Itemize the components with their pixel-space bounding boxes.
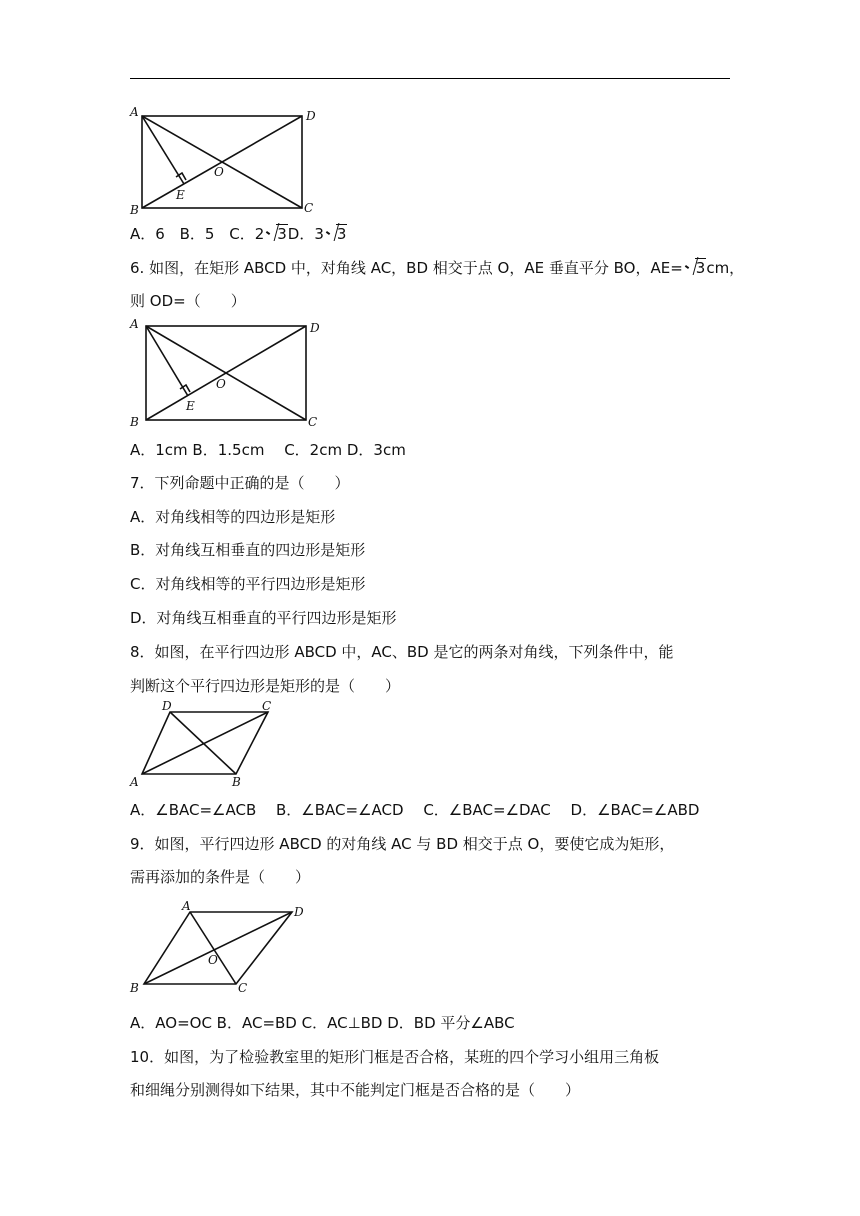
q8-stem-line2: 判断这个平行四边形是矩形的是（ ）: [130, 677, 401, 695]
header-rule: [130, 78, 730, 79]
q5-label-e: E: [176, 188, 185, 202]
q5-option-c-radicand: 3: [277, 225, 287, 243]
q6-stem-line1: [130, 258, 744, 278]
q5-label-b: B: [130, 203, 139, 216]
q6-label-e: E: [186, 399, 195, 413]
q5-option-c-sqrt-icon: [266, 224, 288, 244]
q6-options: A．1cm B．1.5cm C．2cm D．3cm: [130, 441, 406, 459]
q8-options: A．∠BAC=∠ACB B．∠BAC=∠ACD C．∠BAC=∠DAC D．∠BAC=∠ABD: [130, 801, 700, 819]
q5-label-o: O: [214, 165, 224, 179]
q7-option-a: A．对角线相等的四边形是矩形: [130, 508, 336, 526]
q8-label-d: D: [162, 699, 172, 713]
q5-label-a: A: [130, 105, 139, 119]
q9-label-a: A: [182, 899, 191, 913]
q6-stem-line2: 则 OD=（ ）: [130, 292, 246, 310]
q6-stem-unit: cm，: [706, 259, 745, 277]
q7-option-c: C．对角线相等的平行四边形是矩形: [130, 575, 366, 593]
q10-stem-line1: 10．如图，为了检验教室里的矩形门框是否合格，某班的四个学习小组用三角板: [130, 1048, 660, 1066]
q5-option-b: B．5: [179, 225, 215, 243]
q5-option-a: A．6: [130, 225, 165, 243]
q9-label-o: O: [208, 953, 218, 967]
q7-option-b: B．对角线互相垂直的四边形是矩形: [130, 541, 366, 559]
q6-stem-text: 6. 如图，在矩形 ABCD 中，对角线 AC，BD 相交于点 O，AE 垂直平分 BO，AE=: [130, 259, 683, 277]
q8-figure: [128, 698, 288, 790]
q9-label-b: B: [130, 981, 139, 995]
q9-figure: [128, 898, 318, 998]
q8-label-b: B: [232, 775, 241, 789]
q9-stem-line2: 需再添加的条件是（ ）: [130, 868, 311, 886]
q6-label-b: B: [130, 415, 139, 429]
q9-options: A．AO=OC B．AC=BD C．AC⊥BD D．BD 平分∠ABC: [130, 1014, 515, 1032]
q6-label-a: A: [130, 317, 139, 331]
q6-label-d: D: [310, 321, 320, 335]
q7-stem: 7．下列命题中正确的是（ ）: [130, 474, 350, 492]
q5-figure: [128, 104, 328, 216]
q8-stem-line1: 8．如图，在平行四边形 ABCD 中，AC、BD 是它的两条对角线，下列条件中，能: [130, 643, 674, 661]
q5-option-c-prefix: C．2: [229, 225, 265, 243]
q9-label-c: C: [238, 981, 248, 995]
q9-stem-line1: 9．如图，平行四边形 ABCD 的对角线 AC 与 BD 相交于点 O，要使它成为矩形，: [130, 835, 675, 853]
q5-label-d: D: [306, 109, 316, 123]
q5-option-d-sqrt-icon: [326, 224, 348, 244]
q10-stem-line2: 和细绳分别测得如下结果，其中不能判定门框是否合格的是（ ）: [130, 1081, 581, 1099]
q5-option-d-radicand: 3: [336, 225, 347, 243]
q5-option-d-prefix: D．3: [287, 225, 324, 243]
q8-label-a: A: [130, 775, 139, 789]
q6-sqrt-icon: [685, 258, 707, 278]
q5-label-c: C: [304, 201, 314, 215]
q5-options: [130, 224, 347, 244]
q7-option-d: D．对角线互相垂直的平行四边形是矩形: [130, 609, 397, 627]
q9-label-d: D: [294, 905, 304, 919]
q6-label-o: O: [216, 377, 226, 391]
q6-radicand: 3: [695, 259, 706, 277]
q8-label-c: C: [262, 699, 272, 713]
q6-figure: [128, 316, 328, 432]
q6-label-c: C: [308, 415, 318, 429]
